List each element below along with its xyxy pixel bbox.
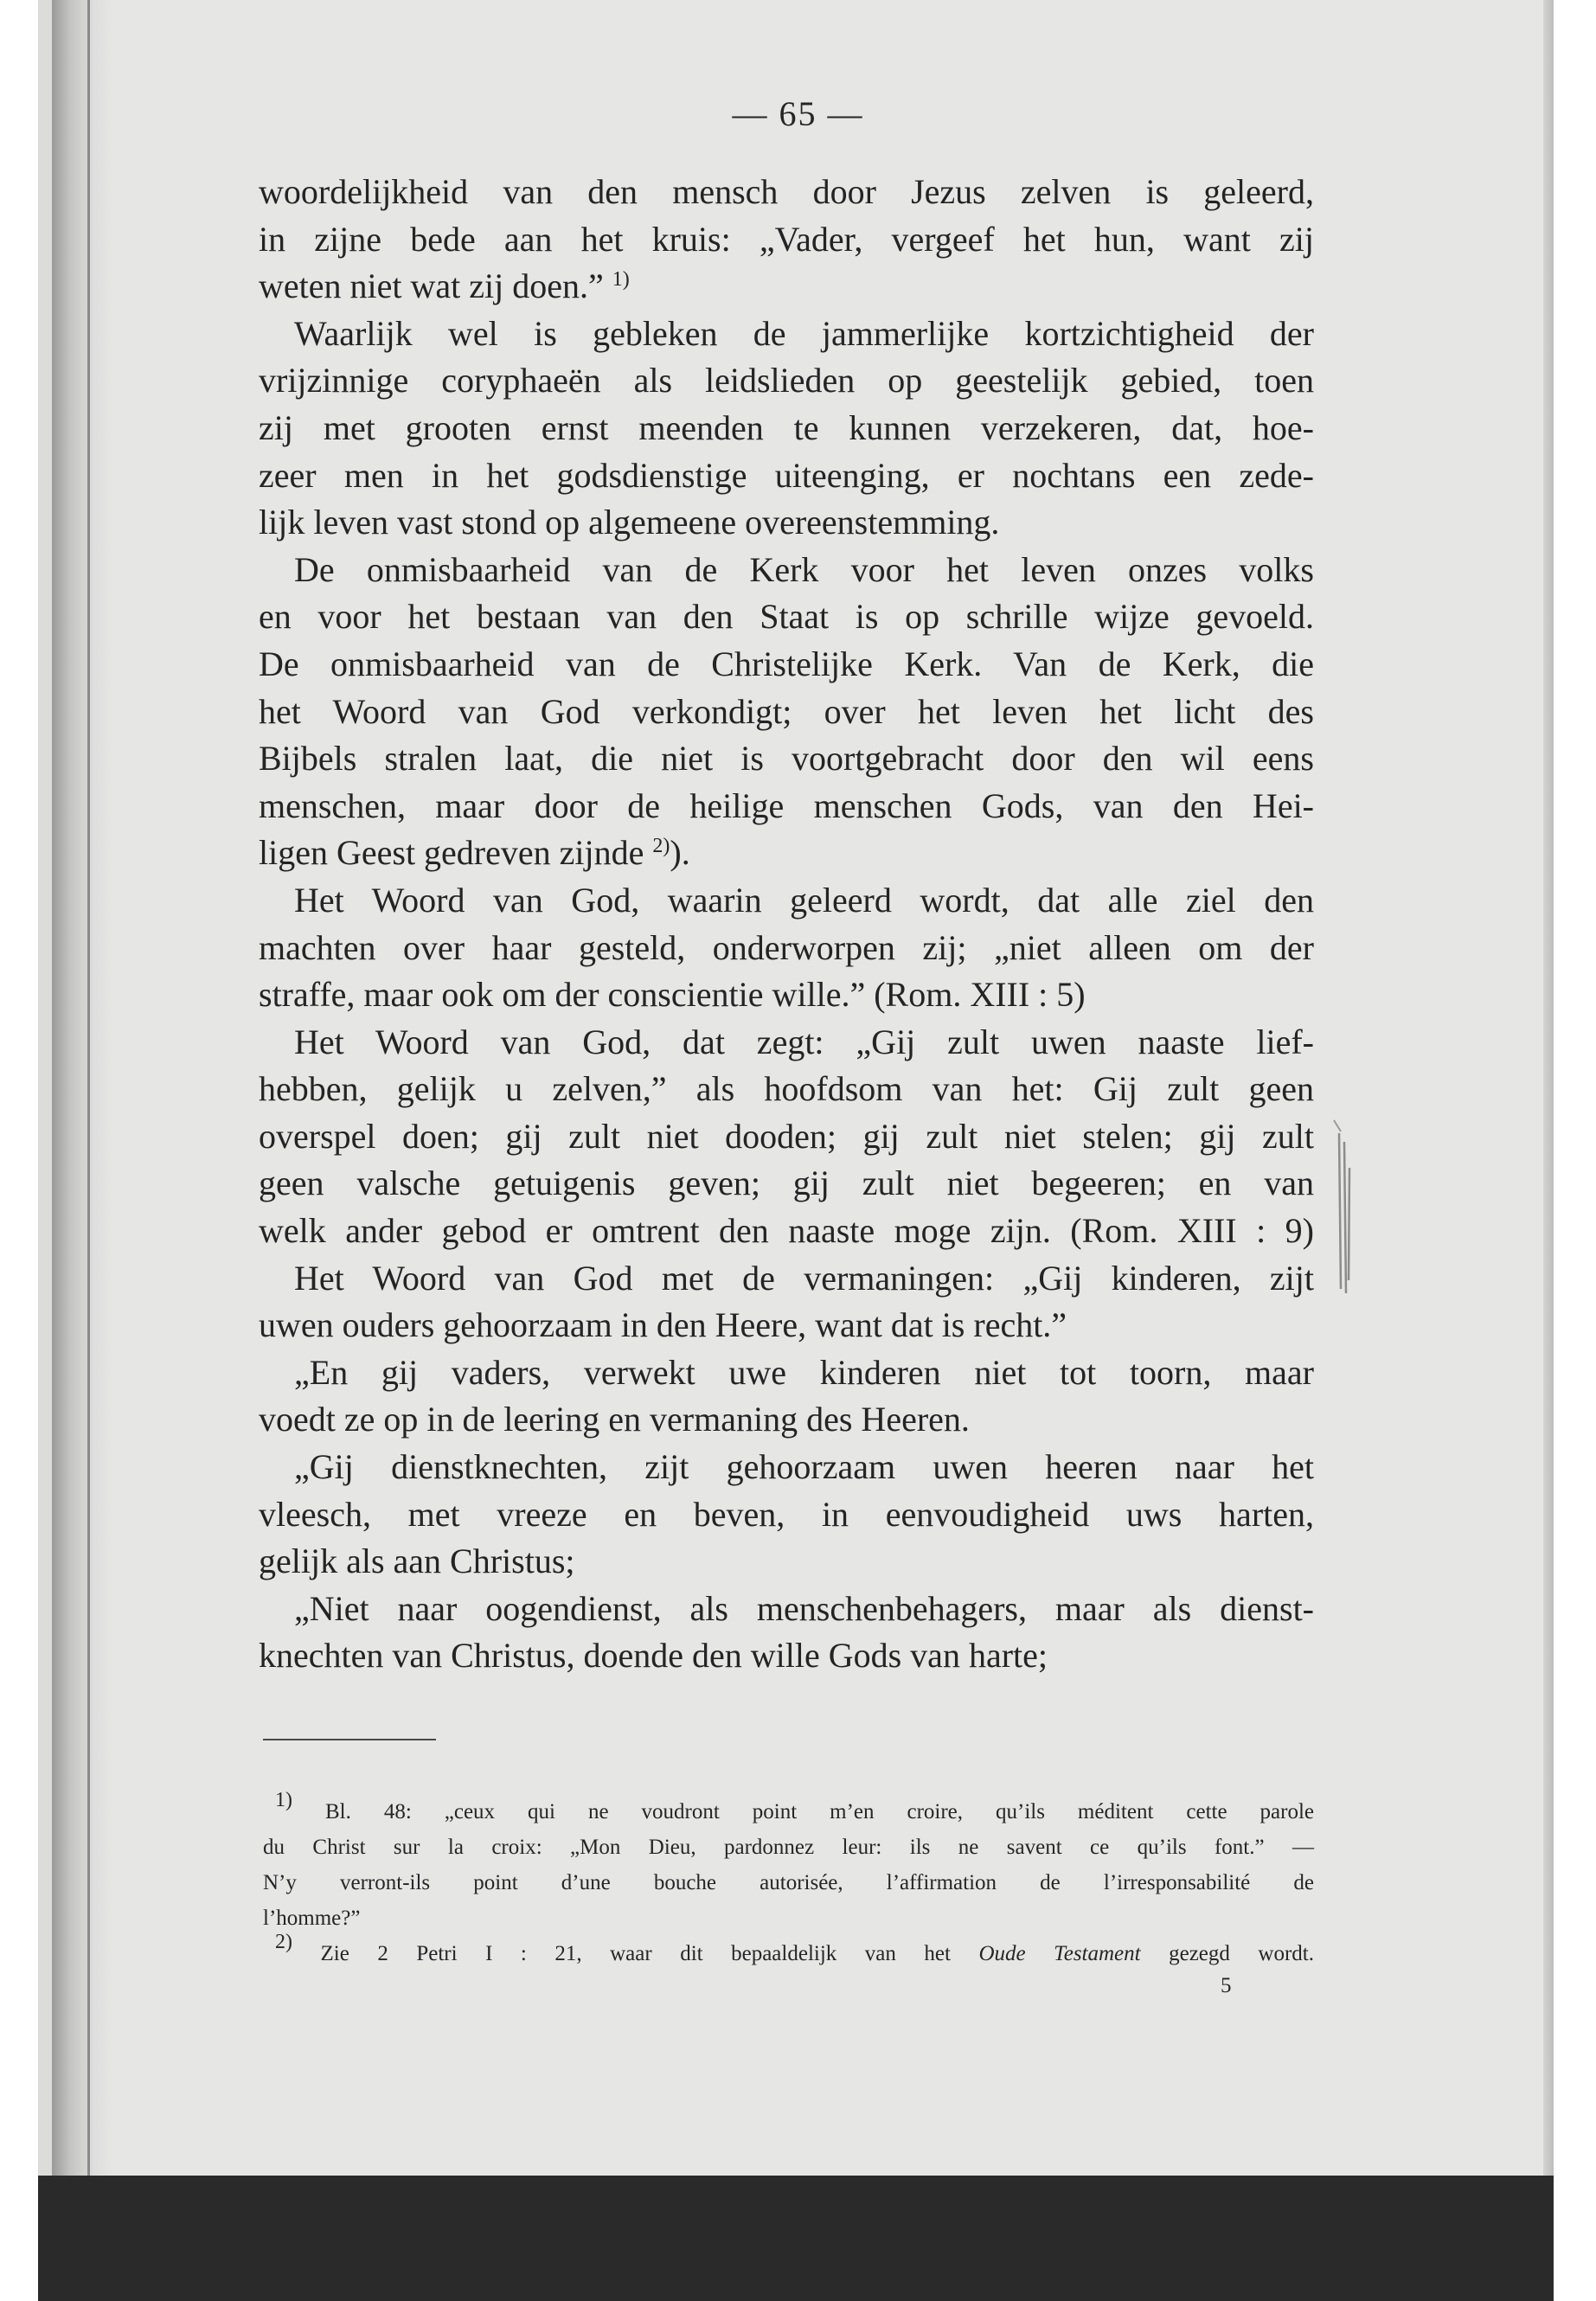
text-line: vleesch, met vreeze en beven, in eenvoudigheid uws harten, xyxy=(259,1494,1314,1534)
text-line: voedt ze op in de leering en vermaning des Heeren. xyxy=(259,1400,970,1439)
text-line: uwen ouders gehoorzaam in den Heere, want dat is recht.” xyxy=(259,1305,1067,1345)
signature-mark: 5 xyxy=(1221,1974,1232,1997)
text-line: lijk leven vast stond op algemeene overeenstemming. xyxy=(259,503,1000,542)
page-right-edge xyxy=(1543,0,1554,2176)
text-line: Waarlijk wel is gebleken de jammerlijke kortzichtigheid der xyxy=(294,313,1314,353)
text-line: knechten van Christus, doende den wille Gods van harte; xyxy=(259,1636,1048,1676)
footnote-1-line: l’homme?” xyxy=(263,1907,361,1930)
text-line: woordelijkheid van den mensch door Jezus zelven is geleerd, xyxy=(259,172,1314,211)
footnotes xyxy=(263,1789,1315,1971)
footnote-rule xyxy=(263,1739,436,1740)
text-line: en voor het bestaan van den Staat is op schrille wijze gevoeld. xyxy=(259,597,1314,637)
text-line: vrijzinnige coryphaeën als leidslieden op geestelijk gebied, toen xyxy=(259,361,1314,401)
text-line: „Niet naar oogendienst, als menschenbehagers, maar als dienst- xyxy=(294,1588,1314,1628)
text-line: Het Woord van God, waarin geleerd wordt, dat alle ziel den xyxy=(294,880,1314,920)
page-number: — 65 — xyxy=(732,94,864,133)
text-line: straffe, maar ook om der conscientie wille.” (Rom. XIII : 5) xyxy=(259,975,1086,1015)
text-line: zij met grooten ernst meenden te kunnen verzekeren, dat, hoe- xyxy=(259,407,1314,447)
pencil-margin-mark xyxy=(1315,1116,1367,1315)
footnote-1-line: du Christ sur la croix: „Mon Dieu, pardonnez leur: ils ne savent ce qu’ils font.” — xyxy=(263,1836,1314,1859)
text-line: De onmisbaarheid van de Kerk voor het leven onzes volks xyxy=(294,549,1314,589)
footnote-marker: 2) xyxy=(275,1931,292,1953)
text-line: menschen, maar door de heilige menschen Gods, van den Hei- xyxy=(259,785,1314,825)
text-line: het Woord van God verkondigt; over het leven het licht des xyxy=(259,691,1314,731)
binding-edge xyxy=(87,0,90,2176)
body-text xyxy=(259,169,1314,1680)
text-line: weten niet wat zij doen.” $^{1)}$ xyxy=(259,266,630,306)
footnote-marker: 1) xyxy=(275,1789,292,1811)
text-line: „Gij dienstknechten, zijt gehoorzaam uwen heeren naar het xyxy=(294,1447,1314,1487)
footnote-1-line: $^{1)}$ Bl. 48: „ceux qui ne voudront point m’en croire, qu’ils méditent cette parole xyxy=(275,1789,1315,1823)
footnote-ref: 1) xyxy=(612,268,630,292)
page-gutter-shadow xyxy=(52,0,112,2176)
text-line: Het Woord van God, dat zegt: „Gij zult uwen naaste lief- xyxy=(294,1022,1314,1061)
footnote-1-line: N’y verront-ils point d’une bouche autorisée, l’affirmation de l’irresponsabilité de xyxy=(263,1871,1314,1894)
text-line: geen valsche getuigenis geven; gij zult niet begeeren; en van xyxy=(259,1163,1314,1203)
footnote-ref: 2) xyxy=(652,835,670,858)
text-line: Bijbels stralen laat, die niet is voortgebracht door den wil eens xyxy=(259,739,1314,779)
text-line: overspel doen; gij zult niet dooden; gij zult niet stelen; gij zult xyxy=(259,1116,1314,1156)
text-line: zeer men in het godsdienstige uiteenging, er nochtans een zede- xyxy=(259,455,1314,495)
text-line: welk ander gebod er omtrent den naaste moge zijn. (Rom. XIII : 9) xyxy=(259,1211,1314,1251)
text-line: machten over haar gesteld, onderworpen zij; „niet alleen om der xyxy=(259,927,1314,967)
text-line: gelijk als aan Christus; xyxy=(259,1541,575,1581)
text-line: De onmisbaarheid van de Christelijke Kerk. Van de Kerk, die xyxy=(259,644,1314,683)
text-line: „En gij vaders, verwekt uwe kinderen niet tot toorn, maar xyxy=(294,1352,1314,1392)
text-line: Het Woord van God met de vermaningen: „Gij kinderen, zijt xyxy=(294,1258,1314,1298)
footnote-2-line: $^{2)}$ Zie 2 Petri I : 21, waar dit bepaaldelijk van het Oude Testament gezegd wordt. xyxy=(275,1931,1314,1965)
text-line: hebben, gelijk u zelven,” als hoofdsom van het: Gij zult geen xyxy=(259,1069,1314,1109)
italic-title: Oude Testament xyxy=(978,1942,1141,1965)
text-line: ligen Geest gedreven zijnde $^{2)}$). xyxy=(259,833,690,873)
scan-bottom-band xyxy=(38,2176,1554,2301)
text-line: in zijne bede aan het kruis: „Vader, vergeef het hun, want zij xyxy=(259,219,1314,259)
